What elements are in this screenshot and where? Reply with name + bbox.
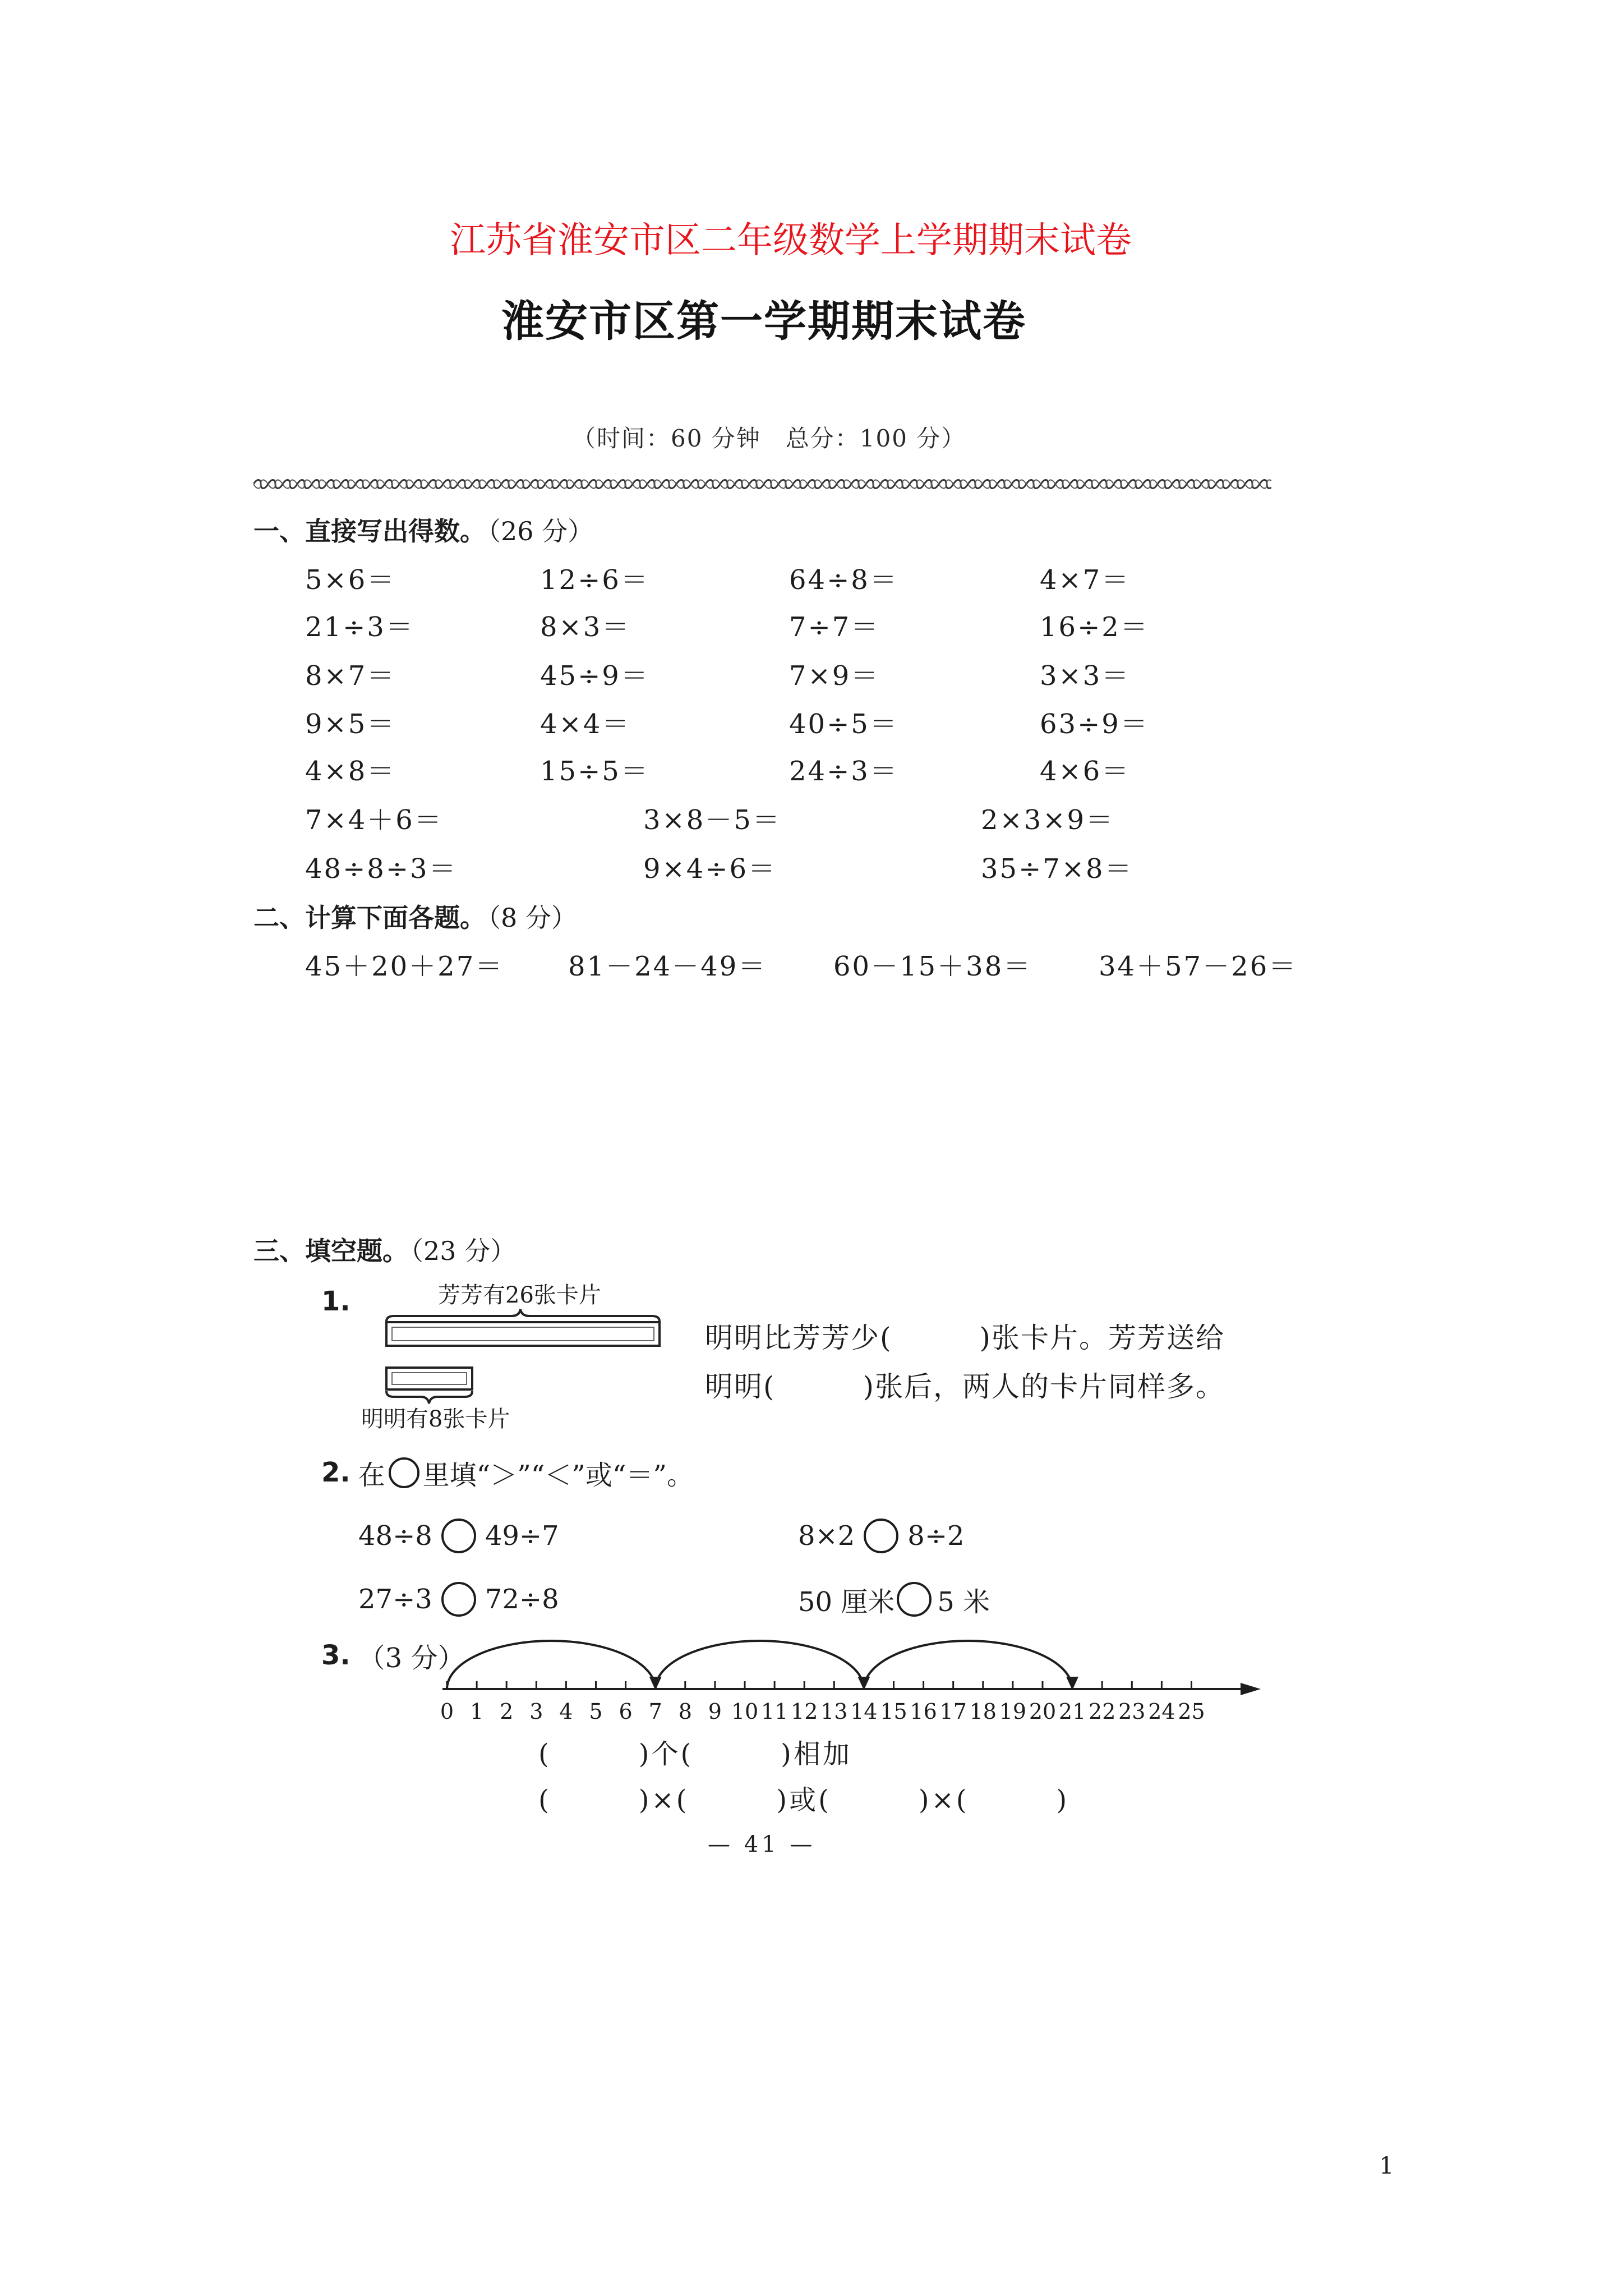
calc-problem: 60－15＋38＝ [833,951,1032,982]
comparison-circle [441,1519,476,1553]
section-2-title: 二、计算下面各题。 [253,903,486,933]
number-line-label: 22 [1089,1699,1116,1724]
number-line-label: 6 [619,1699,633,1724]
comparison-item [358,1516,559,1556]
number-line-label: 2 [500,1699,514,1724]
page-number: 1 [1379,2152,1394,2179]
number-line-label: 8 [678,1699,692,1724]
arith-problem: 4×8＝ [305,756,396,787]
mixed-problem: 2×3×9＝ [981,804,1115,836]
arith-problem: 8×7＝ [305,660,396,692]
arith-problem: 4×6＝ [1040,756,1131,787]
question-2-number: 2. [321,1457,351,1488]
section-1-title: 一、直接写出得数。 [253,516,486,546]
arith-row [0,556,1623,604]
comparison-item [798,1516,965,1556]
comparison-right: 5 米 [937,1586,990,1618]
arith-problem: 9×5＝ [305,708,396,740]
section-3-title: 三、填空题。 [253,1236,408,1266]
number-line-label: 4 [559,1699,573,1724]
arith-problem: 7÷7＝ [789,611,880,643]
question-1-text-line2: 明明( )张后，两人的卡片同样多。 [705,1370,1225,1403]
comparison-right: 8÷2 [907,1520,965,1552]
number-line-label: 25 [1178,1699,1205,1724]
section-3-heading [253,1234,516,1268]
number-line-label: 10 [731,1699,759,1724]
question-3-number: 3. [321,1640,351,1671]
arith-row [0,603,1623,651]
arith-row [0,652,1623,700]
instruction-post: 里填“＞”“＜”或“＝”。 [422,1459,694,1491]
number-line-label: 0 [440,1699,454,1724]
comparison-right: 49÷7 [485,1520,559,1552]
arith-problem: 40÷5＝ [789,708,898,740]
arith-problem: 16÷2＝ [1040,611,1149,643]
number-line-label: 21 [1058,1699,1086,1724]
number-line-label: 14 [850,1699,878,1724]
mixed-arith-row [0,796,1623,844]
number-line [426,1616,1279,1733]
section-1-points: （26 分） [488,516,594,546]
mixed-problem: 3×8－5＝ [643,804,781,836]
arith-problem: 15÷5＝ [540,756,649,787]
arith-problem: 3×3＝ [1040,660,1131,692]
number-line-label: 24 [1148,1699,1175,1724]
arith-problem: 8×3＝ [540,611,631,643]
calc-row [0,942,1623,991]
jump-arc [864,1641,1072,1689]
number-line-label: 15 [880,1699,907,1724]
comparison-item [798,1580,990,1619]
mixed-arith-row [0,845,1623,893]
mixed-problem: 7×4＋6＝ [305,804,443,836]
question-2-instruction [321,1453,694,1492]
number-line-label: 3 [529,1699,543,1724]
number-line-arrowhead [1241,1683,1261,1695]
circle-icon [389,1457,419,1488]
arith-problem: 64÷8＝ [789,564,898,596]
mixed-problem: 35÷7×8＝ [981,853,1133,885]
arith-problem: 7×9＝ [789,660,880,692]
arith-problem: 24÷3＝ [789,756,898,787]
jump-arc [656,1641,864,1689]
calc-problem: 34＋57－26＝ [1099,951,1298,982]
instruction-pre: 在 [358,1459,385,1491]
section-2-heading [253,901,577,935]
number-line-label: 16 [910,1699,937,1724]
number-line-label: 12 [791,1699,818,1724]
calc-problem: 81－24－49＝ [568,951,767,982]
wavy-separator [253,476,1271,493]
number-line-label: 1 [470,1699,484,1724]
number-line-label: 23 [1118,1699,1146,1724]
question-1-number: 1. [321,1286,351,1317]
comparison-left: 27÷3 [358,1584,432,1615]
fangfang-bar [386,1322,660,1346]
mixed-problem: 48÷8÷3＝ [305,853,458,885]
comparison-item [358,1580,559,1619]
mingming-bar [386,1368,472,1389]
section-3-points: （23 分） [411,1236,517,1266]
comparison-circle [897,1582,932,1617]
question-3-blank-line1: ( )个( )相加 [538,1738,852,1770]
question-3-points: （3 分） [358,1642,465,1674]
number-line-label: 7 [648,1699,662,1724]
arith-problem: 4×7＝ [1040,564,1131,596]
arith-problem: 45÷9＝ [540,660,649,692]
arith-problem: 5×6＝ [305,564,396,596]
arith-problem: 21÷3＝ [305,611,414,643]
exam-title: 淮安市区第一学期期末试卷 [501,296,1026,346]
number-line-label: 11 [760,1699,789,1724]
fangfang-label: 芳芳有26张卡片 [438,1282,601,1308]
arith-problem: 12÷6＝ [540,564,649,596]
source-page-marker: — 41 — [708,1832,816,1857]
comparison-circle [441,1582,476,1617]
comparison-left: 8×2 [798,1520,855,1552]
comparison-left: 48÷8 [358,1520,432,1552]
document-red-title: 江苏省淮安市区二年级数学上学期期末试卷 [450,220,1132,261]
mixed-problem: 9×4÷6＝ [643,853,777,885]
fangfang-brace [386,1309,660,1322]
number-line-label: 13 [820,1699,848,1724]
exam-subtitle: （时间：60 分钟 总分：100 分） [572,425,966,452]
jump-arc [447,1641,656,1689]
number-line-label: 18 [969,1699,997,1724]
arith-row [0,700,1623,748]
arith-problem: 4×4＝ [540,708,631,740]
number-line-label: 17 [939,1699,967,1724]
mingming-label: 明明有8张卡片 [361,1406,510,1432]
question-3-blank-line2: ( )×( )或( )×( ) [538,1784,1069,1816]
number-line-label: 20 [1029,1699,1057,1724]
question-1-text-line1: 明明比芳芳少( )张卡片。芳芳送给 [705,1322,1225,1354]
comparison-left: 50 厘米 [798,1586,895,1618]
number-line-label: 9 [708,1699,722,1724]
comparison-right: 72÷8 [485,1584,559,1615]
number-line-label: 5 [589,1699,603,1724]
number-line-label: 19 [999,1699,1027,1724]
section-1-heading [253,514,593,548]
mingming-brace [386,1391,472,1404]
arith-problem: 63÷9＝ [1040,708,1149,740]
section-2-points: （8 分） [488,903,577,933]
calc-problem: 45＋20＋27＝ [305,951,504,982]
arith-row [0,747,1623,795]
comparison-circle [864,1519,898,1553]
